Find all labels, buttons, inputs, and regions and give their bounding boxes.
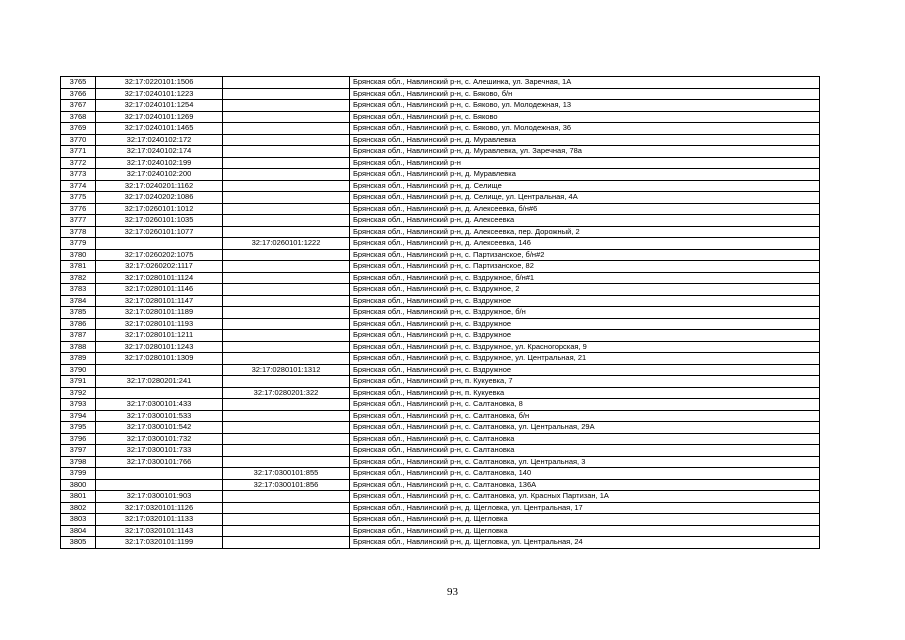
cadastral-number-alt-cell xyxy=(223,146,350,158)
cadastral-number-cell: 32:17:0240201:1162 xyxy=(96,180,223,192)
table-row xyxy=(61,272,820,284)
table-row xyxy=(61,226,820,238)
row-number-cell: 3796 xyxy=(61,433,96,445)
table-row xyxy=(61,445,820,457)
cadastral-number-alt-cell xyxy=(223,203,350,215)
row-number-cell: 3799 xyxy=(61,468,96,480)
cadastral-number-alt-cell: 32:17:0280101:1312 xyxy=(223,364,350,376)
address-cell: Брянская обл., Навлинский р-н, с. Вздружное, б/н xyxy=(350,307,820,319)
cadastral-number-cell xyxy=(96,238,223,250)
address-cell: Брянская обл., Навлинский р-н xyxy=(350,157,820,169)
cadastral-number-cell: 32:17:0220101:1506 xyxy=(96,77,223,89)
cadastral-number-cell: 32:17:0300101:732 xyxy=(96,433,223,445)
address-cell: Брянская обл., Навлинский р-н, д. Алексеевка xyxy=(350,215,820,227)
cadastral-number-cell: 32:17:0260202:1117 xyxy=(96,261,223,273)
row-number-cell: 3781 xyxy=(61,261,96,273)
cadastral-number-cell: 32:17:0300101:533 xyxy=(96,410,223,422)
address-cell: Брянская обл., Навлинский р-н, с. Алешинка, ул. Заречная, 1А xyxy=(350,77,820,89)
address-cell: Брянская обл., Навлинский р-н, д. Селище, ул. Центральная, 4А xyxy=(350,192,820,204)
table-row xyxy=(61,249,820,261)
cadastral-number-cell: 32:17:0300101:733 xyxy=(96,445,223,457)
address-cell: Брянская обл., Навлинский р-н, д. Алексеевка, пер. Дорожный, 2 xyxy=(350,226,820,238)
cadastral-number-cell: 32:17:0240101:1254 xyxy=(96,100,223,112)
row-number-cell: 3766 xyxy=(61,88,96,100)
cadastral-number-cell xyxy=(96,479,223,491)
cadastral-number-alt-cell xyxy=(223,192,350,204)
address-cell: Брянская обл., Навлинский р-н, д. Муравлевка xyxy=(350,134,820,146)
cadastral-number-cell: 32:17:0260202:1075 xyxy=(96,249,223,261)
table-row xyxy=(61,468,820,480)
cadastral-number-alt-cell xyxy=(223,330,350,342)
registry-table xyxy=(60,76,820,549)
cadastral-number-cell: 32:17:0300101:542 xyxy=(96,422,223,434)
address-cell: Брянская обл., Навлинский р-н, с. Вздружное, ул. Красногорская, 9 xyxy=(350,341,820,353)
table-row xyxy=(61,341,820,353)
cadastral-number-cell: 32:17:0240101:1223 xyxy=(96,88,223,100)
cadastral-number-cell: 32:17:0260101:1035 xyxy=(96,215,223,227)
cadastral-number-alt-cell xyxy=(223,307,350,319)
address-cell: Брянская обл., Навлинский р-н, с. Бяково, ул. Молодежная, 13 xyxy=(350,100,820,112)
address-cell: Брянская обл., Навлинский р-н, с. Салтановка, 140 xyxy=(350,468,820,480)
table-row xyxy=(61,203,820,215)
address-cell: Брянская обл., Навлинский р-н, д. Муравлевка, ул. Заречная, 78а xyxy=(350,146,820,158)
cadastral-number-cell: 32:17:0320101:1133 xyxy=(96,514,223,526)
cadastral-number-alt-cell xyxy=(223,433,350,445)
table-row xyxy=(61,261,820,273)
cadastral-number-alt-cell xyxy=(223,525,350,537)
address-cell: Брянская обл., Навлинский р-н, с. Партизанское, 82 xyxy=(350,261,820,273)
cadastral-number-cell: 32:17:0240102:174 xyxy=(96,146,223,158)
row-number-cell: 3790 xyxy=(61,364,96,376)
table-row xyxy=(61,169,820,181)
address-cell: Брянская обл., Навлинский р-н, с. Вздружное xyxy=(350,330,820,342)
cadastral-number-cell: 32:17:0280101:1211 xyxy=(96,330,223,342)
table-row xyxy=(61,77,820,89)
cadastral-number-alt-cell xyxy=(223,341,350,353)
address-cell: Брянская обл., Навлинский р-н, д. Щегловка xyxy=(350,525,820,537)
cadastral-number-alt-cell xyxy=(223,157,350,169)
cadastral-number-cell: 32:17:0280101:1146 xyxy=(96,284,223,296)
table-row xyxy=(61,410,820,422)
address-cell: Брянская обл., Навлинский р-н, с. Салтановка xyxy=(350,433,820,445)
row-number-cell: 3767 xyxy=(61,100,96,112)
cadastral-number-alt-cell xyxy=(223,249,350,261)
address-cell: Брянская обл., Навлинский р-н, с. Вздружное, б/н#1 xyxy=(350,272,820,284)
table-row xyxy=(61,456,820,468)
table-row xyxy=(61,284,820,296)
address-cell: Брянская обл., Навлинский р-н, с. Бяково, б/н xyxy=(350,88,820,100)
address-cell: Брянская обл., Навлинский р-н, с. Салтановка, ул. Центральная, 3 xyxy=(350,456,820,468)
row-number-cell: 3780 xyxy=(61,249,96,261)
row-number-cell: 3779 xyxy=(61,238,96,250)
address-cell: Брянская обл., Навлинский р-н, с. Вздружное, 2 xyxy=(350,284,820,296)
cadastral-number-alt-cell xyxy=(223,226,350,238)
address-cell: Брянская обл., Навлинский р-н, с. Партизанское, б/н#2 xyxy=(350,249,820,261)
table-row xyxy=(61,88,820,100)
cadastral-number-alt-cell xyxy=(223,376,350,388)
row-number-cell: 3785 xyxy=(61,307,96,319)
row-number-cell: 3769 xyxy=(61,123,96,135)
table-row xyxy=(61,433,820,445)
table-row xyxy=(61,180,820,192)
cadastral-number-alt-cell xyxy=(223,261,350,273)
cadastral-number-alt-cell xyxy=(223,180,350,192)
cadastral-number-cell xyxy=(96,364,223,376)
cadastral-number-cell: 32:17:0300101:903 xyxy=(96,491,223,503)
cadastral-number-alt-cell xyxy=(223,502,350,514)
table-row xyxy=(61,514,820,526)
cadastral-number-alt-cell xyxy=(223,88,350,100)
address-cell: Брянская обл., Навлинский р-н, с. Салтановка, ул. Центральная, 29А xyxy=(350,422,820,434)
row-number-cell: 3770 xyxy=(61,134,96,146)
row-number-cell: 3788 xyxy=(61,341,96,353)
row-number-cell: 3782 xyxy=(61,272,96,284)
row-number-cell: 3783 xyxy=(61,284,96,296)
row-number-cell: 3798 xyxy=(61,456,96,468)
address-cell: Брянская обл., Навлинский р-н, п. Кукуевка xyxy=(350,387,820,399)
row-number-cell: 3768 xyxy=(61,111,96,123)
cadastral-number-alt-cell xyxy=(223,491,350,503)
address-cell: Брянская обл., Навлинский р-н, с. Салтановка, ул. Красных Партизан, 1А xyxy=(350,491,820,503)
row-number-cell: 3784 xyxy=(61,295,96,307)
table-row xyxy=(61,376,820,388)
row-number-cell: 3805 xyxy=(61,537,96,549)
row-number-cell: 3778 xyxy=(61,226,96,238)
row-number-cell: 3773 xyxy=(61,169,96,181)
table-row xyxy=(61,123,820,135)
cadastral-number-alt-cell xyxy=(223,272,350,284)
page-number: 93 xyxy=(447,586,458,598)
cadastral-number-alt-cell xyxy=(223,318,350,330)
address-cell: Брянская обл., Навлинский р-н, п. Кукуевка, 7 xyxy=(350,376,820,388)
cadastral-number-cell: 32:17:0280101:1124 xyxy=(96,272,223,284)
address-cell: Брянская обл., Навлинский р-н, д. Щегловка, ул. Центральная, 24 xyxy=(350,537,820,549)
cadastral-number-alt-cell xyxy=(223,399,350,411)
cadastral-number-alt-cell xyxy=(223,514,350,526)
cadastral-number-cell: 32:17:0240102:172 xyxy=(96,134,223,146)
cadastral-number-cell: 32:17:0280101:1243 xyxy=(96,341,223,353)
row-number-cell: 3775 xyxy=(61,192,96,204)
address-cell: Брянская обл., Навлинский р-н, д. Селище xyxy=(350,180,820,192)
table-row xyxy=(61,422,820,434)
table-row xyxy=(61,318,820,330)
table-row xyxy=(61,192,820,204)
row-number-cell: 3794 xyxy=(61,410,96,422)
cadastral-number-alt-cell xyxy=(223,537,350,549)
table-row xyxy=(61,525,820,537)
row-number-cell: 3802 xyxy=(61,502,96,514)
address-cell: Брянская обл., Навлинский р-н, с. Салтановка, 8 xyxy=(350,399,820,411)
cadastral-number-alt-cell: 32:17:0260101:1222 xyxy=(223,238,350,250)
cadastral-number-cell: 32:17:0240102:200 xyxy=(96,169,223,181)
address-cell: Брянская обл., Навлинский р-н, с. Салтановка, 136А xyxy=(350,479,820,491)
cadastral-number-cell: 32:17:0240102:199 xyxy=(96,157,223,169)
cadastral-number-cell xyxy=(96,468,223,480)
address-cell: Брянская обл., Навлинский р-н, с. Салтановка xyxy=(350,445,820,457)
cadastral-number-cell xyxy=(96,387,223,399)
table-row xyxy=(61,111,820,123)
cadastral-number-alt-cell: 32:17:0300101:855 xyxy=(223,468,350,480)
table-row xyxy=(61,146,820,158)
registry-table-container xyxy=(60,76,820,549)
table-row xyxy=(61,307,820,319)
cadastral-number-cell: 32:17:0280201:241 xyxy=(96,376,223,388)
table-row xyxy=(61,491,820,503)
row-number-cell: 3804 xyxy=(61,525,96,537)
cadastral-number-cell: 32:17:0280101:1147 xyxy=(96,295,223,307)
cadastral-number-alt-cell xyxy=(223,215,350,227)
registry-table-body xyxy=(61,77,820,549)
cadastral-number-alt-cell xyxy=(223,134,350,146)
cadastral-number-alt-cell xyxy=(223,456,350,468)
cadastral-number-cell: 32:17:0320101:1126 xyxy=(96,502,223,514)
cadastral-number-cell: 32:17:0280101:1189 xyxy=(96,307,223,319)
row-number-cell: 3787 xyxy=(61,330,96,342)
cadastral-number-alt-cell xyxy=(223,410,350,422)
cadastral-number-cell: 32:17:0280101:1309 xyxy=(96,353,223,365)
table-row xyxy=(61,387,820,399)
address-cell: Брянская обл., Навлинский р-н, с. Бяково xyxy=(350,111,820,123)
table-row xyxy=(61,157,820,169)
cadastral-number-cell: 32:17:0260101:1012 xyxy=(96,203,223,215)
cadastral-number-cell: 32:17:0240101:1465 xyxy=(96,123,223,135)
row-number-cell: 3771 xyxy=(61,146,96,158)
address-cell: Брянская обл., Навлинский р-н, с. Вздружное, ул. Центральная, 21 xyxy=(350,353,820,365)
row-number-cell: 3795 xyxy=(61,422,96,434)
row-number-cell: 3801 xyxy=(61,491,96,503)
cadastral-number-cell: 32:17:0320101:1199 xyxy=(96,537,223,549)
row-number-cell: 3792 xyxy=(61,387,96,399)
table-row xyxy=(61,537,820,549)
table-row xyxy=(61,238,820,250)
cadastral-number-alt-cell xyxy=(223,77,350,89)
address-cell: Брянская обл., Навлинский р-н, д. Муравлевка xyxy=(350,169,820,181)
table-row xyxy=(61,295,820,307)
row-number-cell: 3797 xyxy=(61,445,96,457)
cadastral-number-alt-cell xyxy=(223,169,350,181)
cadastral-number-alt-cell xyxy=(223,353,350,365)
row-number-cell: 3786 xyxy=(61,318,96,330)
row-number-cell: 3800 xyxy=(61,479,96,491)
cadastral-number-cell: 32:17:0280101:1193 xyxy=(96,318,223,330)
address-cell: Брянская обл., Навлинский р-н, д. Алексеевка, 146 xyxy=(350,238,820,250)
table-row xyxy=(61,364,820,376)
address-cell: Брянская обл., Навлинский р-н, с. Бяково, ул. Молодежная, 36 xyxy=(350,123,820,135)
table-row xyxy=(61,479,820,491)
cadastral-number-alt-cell xyxy=(223,445,350,457)
cadastral-number-cell: 32:17:0240101:1269 xyxy=(96,111,223,123)
address-cell: Брянская обл., Навлинский р-н, д. Щегловка, ул. Центральная, 17 xyxy=(350,502,820,514)
cadastral-number-cell: 32:17:0300101:766 xyxy=(96,456,223,468)
row-number-cell: 3791 xyxy=(61,376,96,388)
cadastral-number-alt-cell: 32:17:0280201:322 xyxy=(223,387,350,399)
address-cell: Брянская обл., Навлинский р-н, с. Вздружное xyxy=(350,364,820,376)
cadastral-number-alt-cell xyxy=(223,295,350,307)
address-cell: Брянская обл., Навлинский р-н, д. Щегловка xyxy=(350,514,820,526)
address-cell: Брянская обл., Навлинский р-н, с. Вздружное xyxy=(350,295,820,307)
cadastral-number-cell: 32:17:0240202:1086 xyxy=(96,192,223,204)
row-number-cell: 3803 xyxy=(61,514,96,526)
cadastral-number-alt-cell xyxy=(223,100,350,112)
row-number-cell: 3789 xyxy=(61,353,96,365)
cadastral-number-alt-cell xyxy=(223,123,350,135)
table-row xyxy=(61,134,820,146)
cadastral-number-alt-cell xyxy=(223,284,350,296)
cadastral-number-alt-cell xyxy=(223,111,350,123)
cadastral-number-cell: 32:17:0320101:1143 xyxy=(96,525,223,537)
cadastral-number-alt-cell xyxy=(223,422,350,434)
table-row xyxy=(61,502,820,514)
cadastral-number-alt-cell: 32:17:0300101:856 xyxy=(223,479,350,491)
address-cell: Брянская обл., Навлинский р-н, д. Алексеевка, б/н#6 xyxy=(350,203,820,215)
row-number-cell: 3793 xyxy=(61,399,96,411)
row-number-cell: 3774 xyxy=(61,180,96,192)
row-number-cell: 3772 xyxy=(61,157,96,169)
table-row xyxy=(61,353,820,365)
table-row xyxy=(61,215,820,227)
cadastral-number-cell: 32:17:0300101:433 xyxy=(96,399,223,411)
table-row xyxy=(61,399,820,411)
row-number-cell: 3776 xyxy=(61,203,96,215)
address-cell: Брянская обл., Навлинский р-н, с. Вздружное xyxy=(350,318,820,330)
row-number-cell: 3777 xyxy=(61,215,96,227)
row-number-cell: 3765 xyxy=(61,77,96,89)
address-cell: Брянская обл., Навлинский р-н, с. Салтановка, б/н xyxy=(350,410,820,422)
cadastral-number-cell: 32:17:0260101:1077 xyxy=(96,226,223,238)
table-row xyxy=(61,330,820,342)
table-row xyxy=(61,100,820,112)
